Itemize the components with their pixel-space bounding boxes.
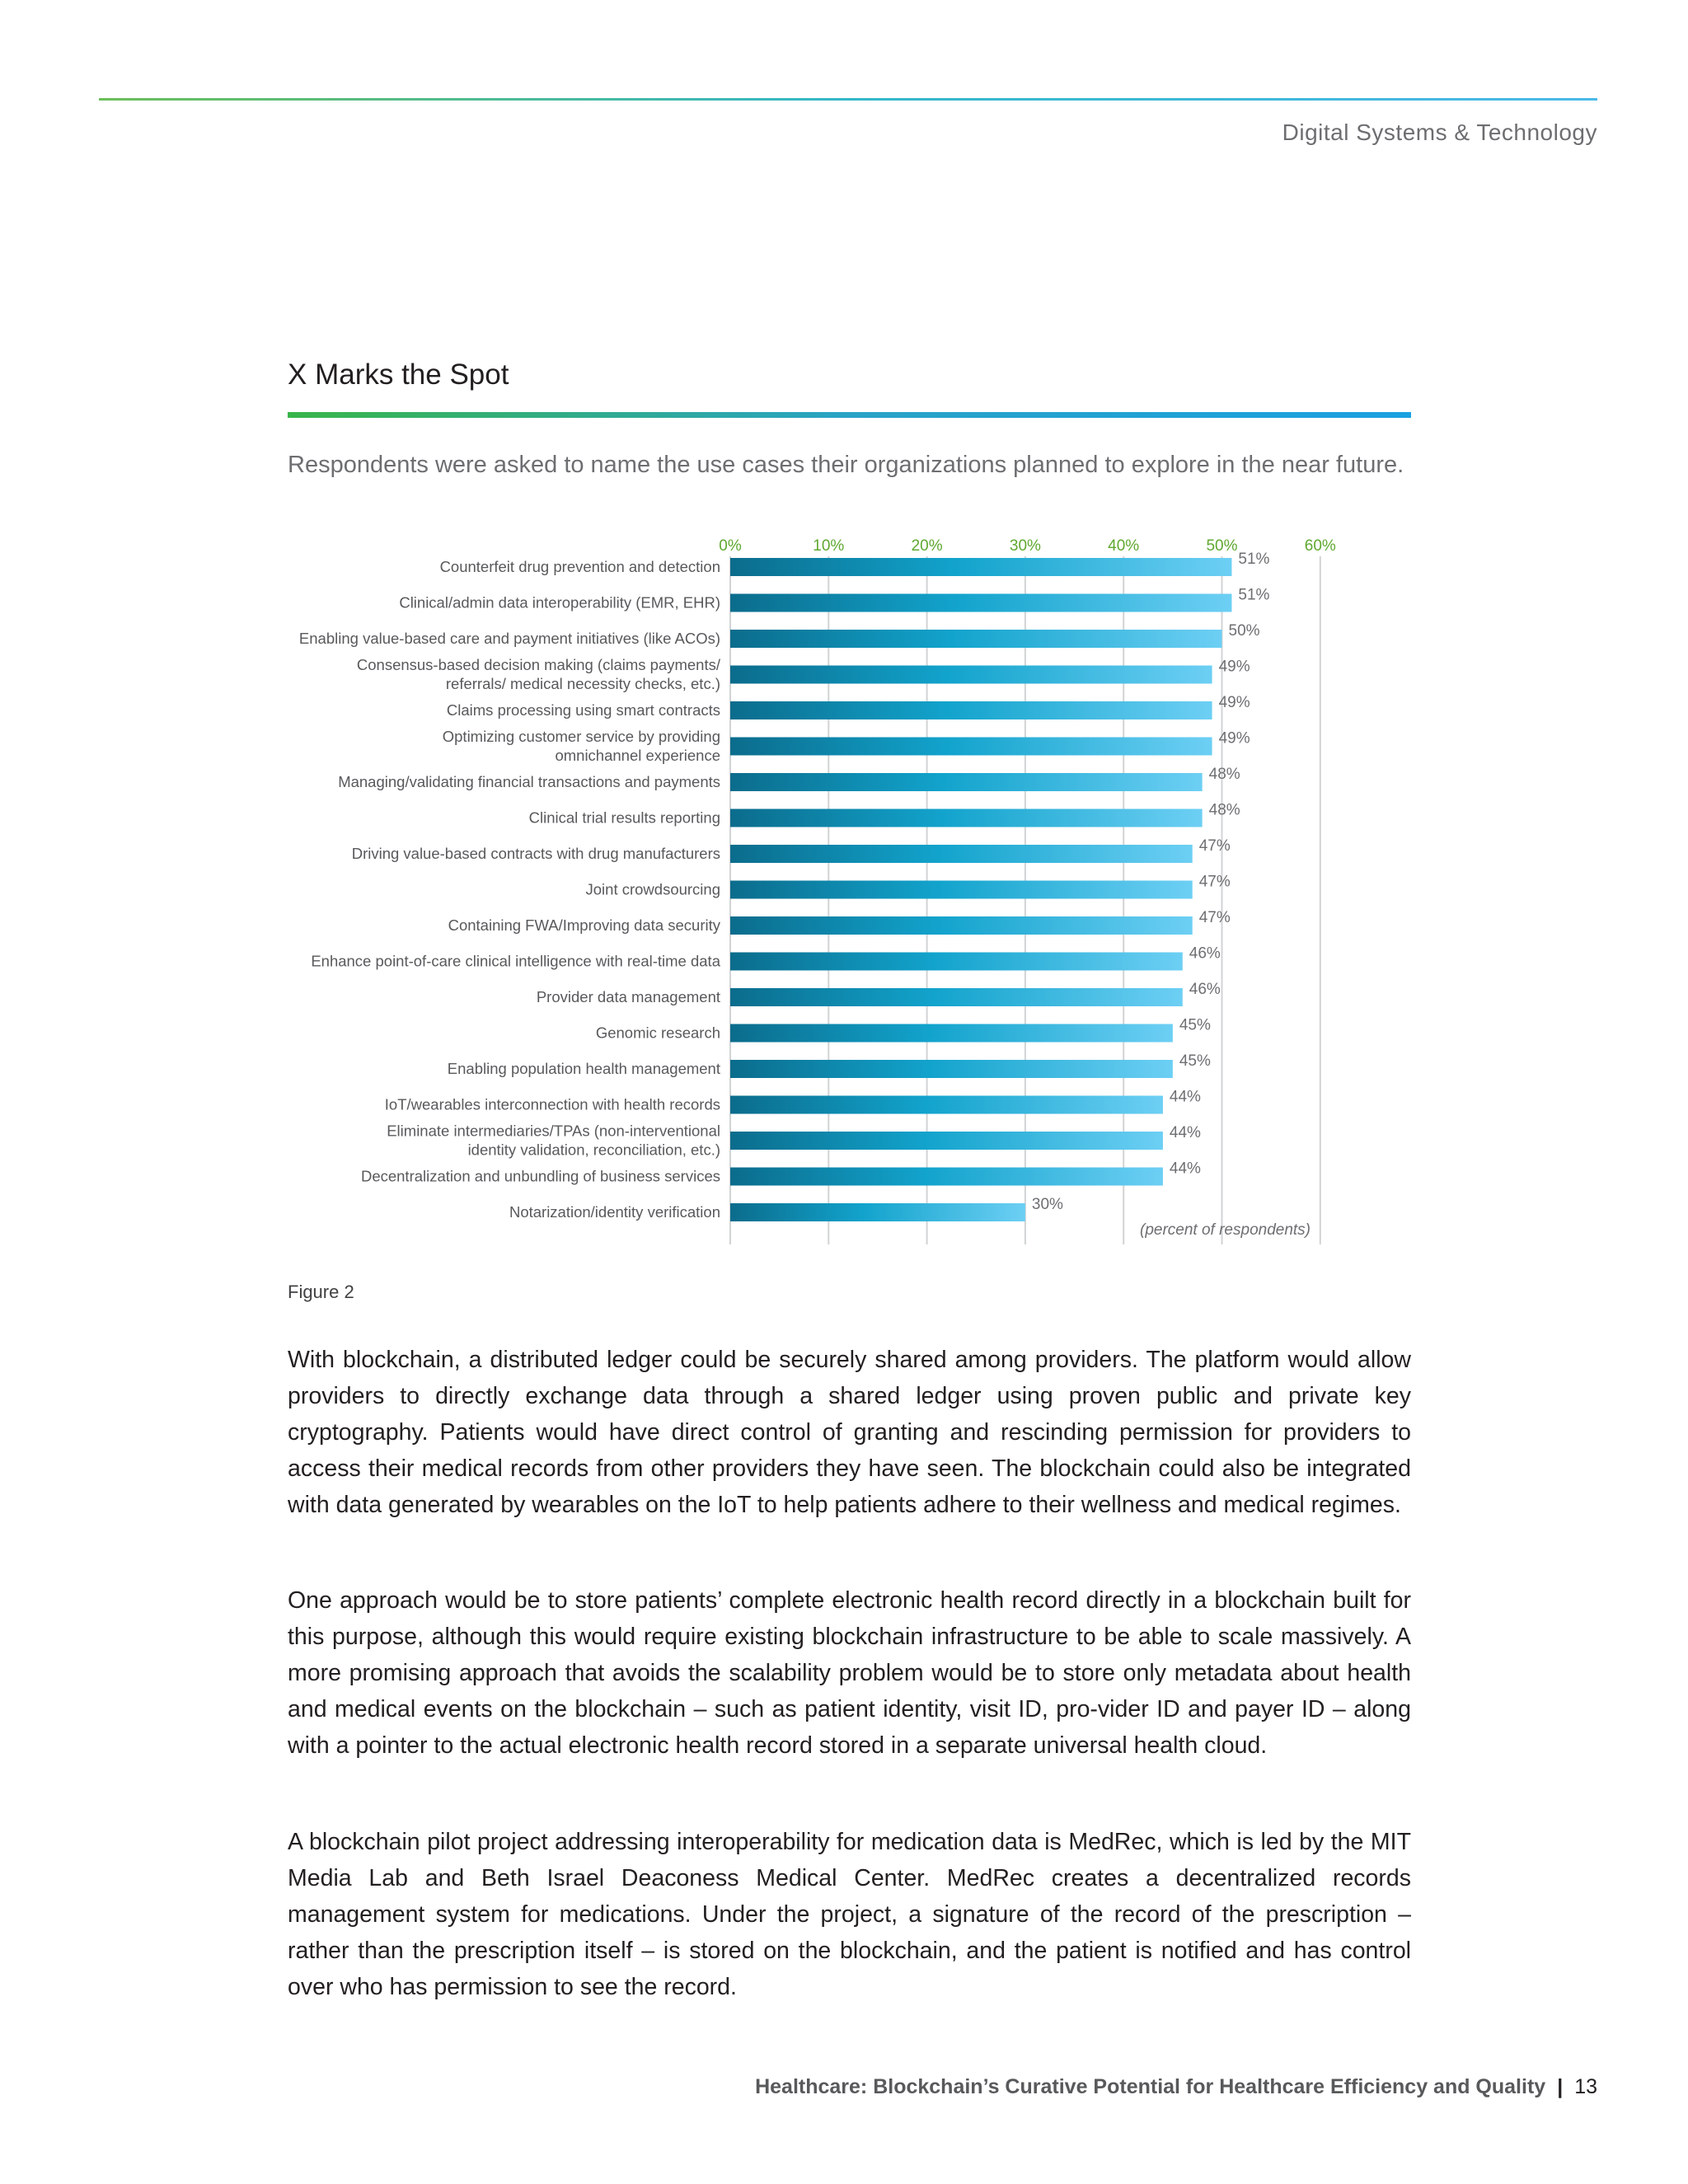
- category-label: Decentralization and unbundling of business services: [360, 1167, 720, 1185]
- x-tick-label: 50%: [1206, 537, 1238, 555]
- category-label: Clinical/admin data interoperability (EMR, EHR): [399, 593, 720, 612]
- data-label: 51%: [1238, 551, 1270, 568]
- category-label: Enhance point-of-care clinical intelligence with real-time data: [311, 952, 720, 970]
- x-tick-label: 10%: [813, 537, 845, 555]
- category-label: Provider data management: [536, 988, 720, 1005]
- data-label: 30%: [1031, 1196, 1063, 1213]
- bar: [730, 1132, 1163, 1150]
- data-label: 44%: [1169, 1088, 1201, 1106]
- category-label: Counterfeit drug prevention and detection: [439, 558, 720, 575]
- data-label: 44%: [1169, 1124, 1201, 1141]
- data-label: 47%: [1198, 909, 1231, 926]
- figure-subtitle: Respondents were asked to name the use cases their organizations planned to explore in the near future.: [288, 452, 1404, 478]
- body-paragraph-1: With blockchain, a distributed ledger could be securely shared among providers. The platform would allow providers to directly exchange data through a shared ledger using proven public and private key cryptography. Patients would have direct control of granting and rescinding permission for providers to access their medical records from other providers they have seen. The blockchain could also be integrated with data generated by wearables on the IoT to help patients adhere to their wellness and medical regimes.: [288, 1347, 1411, 1518]
- category-label: Enabling value-based care and payment initiatives (like ACOs): [298, 630, 720, 647]
- category-label: omnichannel experience: [555, 747, 720, 764]
- data-label: 44%: [1169, 1160, 1201, 1178]
- bar: [730, 594, 1231, 612]
- category-label: Optimizing customer service by providing: [442, 728, 720, 745]
- data-label: 49%: [1218, 658, 1250, 676]
- footer-separator: |: [1557, 2075, 1564, 2098]
- data-label: 49%: [1218, 694, 1250, 711]
- bar: [730, 881, 1193, 899]
- x-tick-label: 20%: [911, 537, 943, 555]
- category-label: identity validation, reconciliation, etc.): [467, 1141, 720, 1159]
- data-label: 49%: [1218, 729, 1250, 748]
- category-label: IoT/wearables interconnection with health records: [384, 1095, 720, 1113]
- bar: [730, 988, 1183, 1006]
- category-label: Clinical trial results reporting: [528, 808, 720, 827]
- page-footer: [755, 2075, 1597, 2099]
- category-label: Joint crowdsourcing: [585, 880, 720, 898]
- bar: [730, 1024, 1173, 1043]
- data-label: 46%: [1189, 944, 1221, 963]
- category-label: Containing FWA/Improving data security: [448, 916, 720, 934]
- bar: [730, 845, 1193, 863]
- category-label: Managing/validating financial transactions and payments: [338, 773, 720, 790]
- data-label: 50%: [1228, 622, 1260, 640]
- data-label: 46%: [1189, 981, 1221, 998]
- category-label: Notarization/identity verification: [509, 1203, 720, 1221]
- category-label: Claims processing using smart contracts: [446, 701, 720, 719]
- x-tick-label: 30%: [1009, 537, 1041, 555]
- category-label: Enabling population health management: [447, 1060, 720, 1077]
- figure-rule: [288, 412, 1411, 418]
- bar: [730, 916, 1193, 935]
- data-label: 45%: [1179, 1052, 1211, 1070]
- bar: [730, 701, 1212, 719]
- chart-note: (percent of respondents): [1140, 1221, 1311, 1239]
- bar: [730, 558, 1231, 576]
- data-label: 47%: [1198, 837, 1231, 855]
- x-tick-label: 60%: [1304, 537, 1336, 555]
- category-label: Eliminate intermediaries/TPAs (non-interventional: [387, 1122, 720, 1140]
- x-tick-label: 40%: [1108, 537, 1140, 555]
- figure-caption: Figure 2: [288, 1282, 354, 1302]
- bar: [730, 773, 1203, 791]
- figure-title: X Marks the Spot: [288, 359, 509, 391]
- data-label: 45%: [1179, 1016, 1211, 1034]
- bar: [730, 666, 1212, 684]
- section-label: Digital Systems & Technology: [1282, 120, 1597, 145]
- body-paragraph-2: One approach would be to store patients’ complete electronic health record directly in a blockchain built for this purpose, although this would require existing blockchain infrastructure to be able to scale massively. A more promising approach that avoids the scalability problem would be to store only metadata about health and medical events on the blockchain – such as patient identity, visit ID, pro-vider ID and payer ID – along with a pointer to the actual electronic health record stored in a separate universal health cloud.: [288, 1587, 1411, 1759]
- bar: [730, 630, 1222, 648]
- bar: [730, 1203, 1025, 1221]
- bar: [730, 953, 1183, 971]
- top-rule: [99, 98, 1597, 101]
- bar: [730, 1168, 1163, 1186]
- bar-chart: [280, 536, 1368, 1261]
- bar: [730, 1096, 1163, 1114]
- category-label: Driving value-based contracts with drug manufacturers: [351, 845, 720, 862]
- bar: [730, 809, 1203, 827]
- page-number: 13: [1574, 2075, 1597, 2098]
- data-label: 47%: [1198, 873, 1231, 891]
- data-label: 51%: [1238, 586, 1270, 604]
- category-label: Consensus-based decision making (claims payments/: [356, 656, 720, 673]
- data-label: 48%: [1208, 766, 1240, 783]
- bar: [730, 1060, 1173, 1078]
- body-paragraph-3: A blockchain pilot project addressing interoperability for medication data is MedRec, which is led by the MIT Media Lab and Beth Israel Deaconess Medical Center. MedRec creates a decentralized records management system for medications. Under the project, a signature of the record of the prescription – rather than the prescription itself – is stored on the blockchain, and the patient is notified and has control over who has permission to see the record.: [288, 1829, 1411, 2000]
- x-tick-label: 0%: [719, 537, 742, 555]
- category-label: Genomic research: [595, 1024, 720, 1042]
- bar: [730, 738, 1212, 756]
- data-label: 48%: [1208, 801, 1240, 819]
- footer-title: Healthcare: Blockchain’s Curative Potential for Healthcare Efficiency and Quality: [755, 2075, 1546, 2098]
- category-label: referrals/ medical necessity checks, etc.): [445, 675, 720, 692]
